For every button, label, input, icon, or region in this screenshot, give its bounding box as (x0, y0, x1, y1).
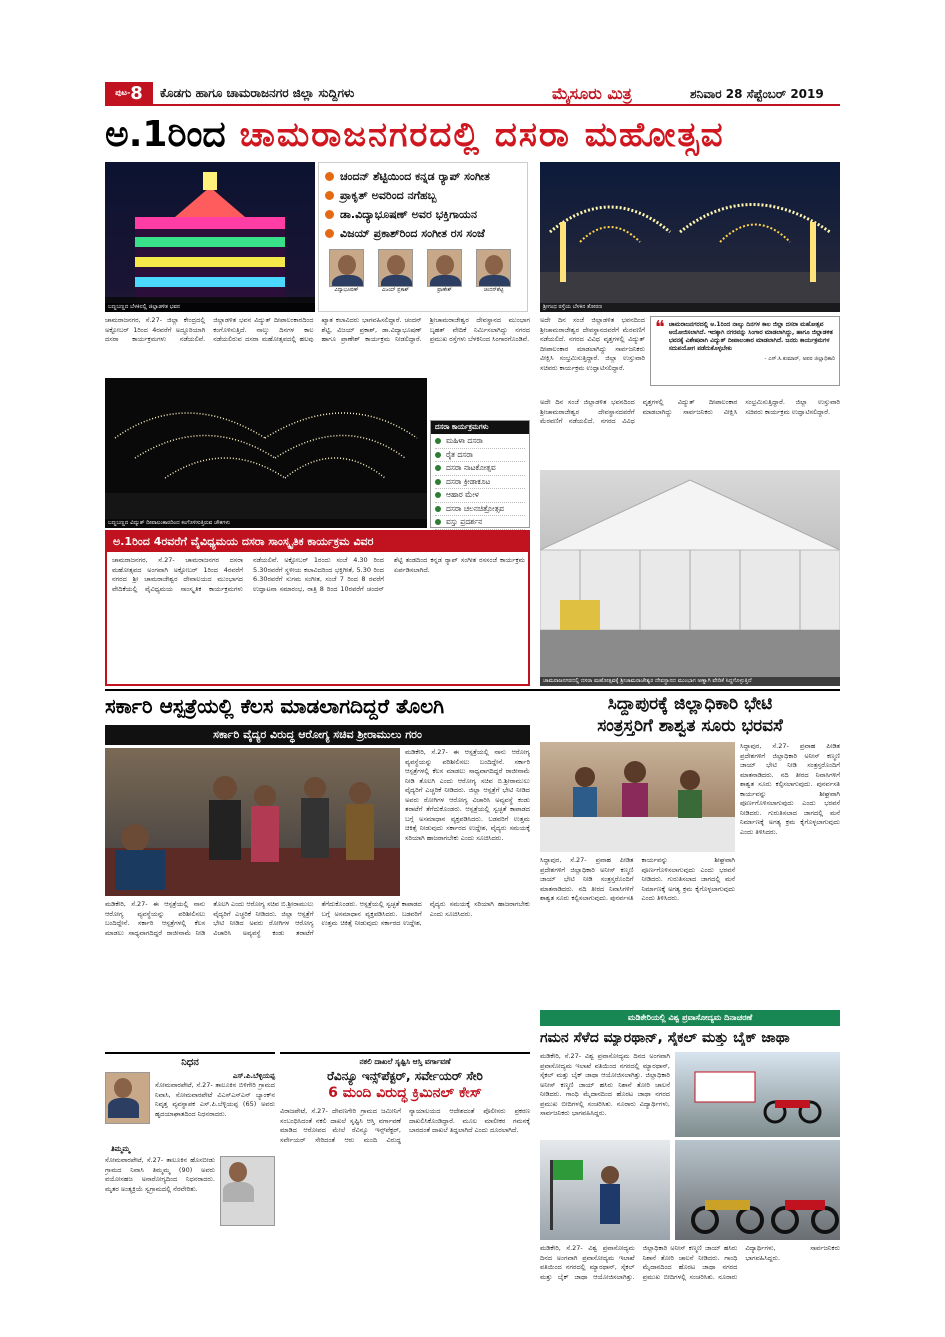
obituary-text: ಸೋಮವಾರಪೇಟೆ, ಸೆ.27- ತಾಲೂಕಿನ ಬಿಳಿಗೇರಿ ಗ್ರಾಮದ ನಿವಾಸಿ, ಸೋಮವಾರಪೇಟೆ ವಿಎಸ್‌ಎಸ್‌ಎನ್ ಬ್ಯಾಂಕ್‌ನ ನಿವೃತ್ತ ವ್ಯವಸ್ಥಾಪಕ ಎಸ್.ಪಿ.ಬೆಳ್ಳಿಯಪ್ಪ (65) ಅವರು ಹೃದಯಾಘಾತದಿಂದ ನಿಧನರಾದರು. (155, 1081, 275, 1118)
tourism-article-bottom: ಮಡಿಕೇರಿ, ಸೆ.27- ವಿಶ್ವ ಪ್ರವಾಸೋದ್ಯಮ ದಿನದ ಅಂಗವಾಗಿ ಪ್ರವಾಸೋದ್ಯಮ ಇಲಾಖೆ ವತಿಯಿಂದ ನಗರದಲ್ಲಿ ಮ್ಯಾರಥಾನ್, ಸೈಕಲ್ ಮತ್ತು ಬೈಕ್ ಜಾಥಾ ಆಯೋಜಿಸಲಾಗಿತ್ತು. ಜಿಲ್ಲಾಧಿಕಾರಿ ಅನೀಸ್ ಕಣ್ಮಣಿ ಜಾಯ್ ಹಸಿರು ನಿಶಾನೆ ತೋರಿ ಚಾಲನೆ ನೀಡಿದರು. ಗಾಂಧಿ ಮೈದಾನದಿಂದ ಹೊರಟ ಜಾಥಾ ನಗರದ ಪ್ರಮುಖ ಬೀದಿಗಳಲ್ಲಿ ಸಂಚರಿಸಿತು. ನೂರಾರು ವಿದ್ಯಾರ್ಥಿಗಳು, ಸಾರ್ವಜನಿಕರು ಭಾಗವಹಿಸಿದ್ದರು. (540, 1244, 840, 1281)
programs-box (430, 420, 530, 528)
obituary-text: ಸೋಮವಾರಪೇಟೆ, ಸೆ.27- ತಾಲೂಕಿನ ಹೊಸಬೀಡು ಗ್ರಾಮದ ನಿವಾಸಿ ತಿಮ್ಮಮ್ಮ (90) ಅವರು ವಯೋಸಹಜ ಅನಾರೋಗ್ಯದಿಂದ ನಿಧನರಾದರು. ಮೃತರ ಅಂತ್ಯಕ್ರಿಯೆ ಸ್ವಗ್ರಾಮದಲ್ಲಿ ನೆರವೇರಿತು. (105, 1156, 215, 1193)
hospital-article-side: ಮಡಿಕೇರಿ, ಸೆ.27- ಈ ಆಸ್ಪತ್ರೆಯಲ್ಲಿ ನಾನು ಆರೋಗ್ಯ ವ್ಯವಸ್ಥೆಯನ್ನು ಪರಿಶೀಲಿಸಲು ಬಂದಿದ್ದೇನೆ. ಸರ್ಕಾರಿ ಆಸ್ಪತ್ರೆಗಳಲ್ಲಿ ಕೆಲಸ ಮಾಡಲು ಸಾಧ್ಯವಾಗದಿದ್ದರೆ ರಾಜೀನಾಮೆ ನೀಡಿ ತೊಲಗಿ ಎಂದು ಆರೋಗ್ಯ ಸಚಿವ ಬಿ.ಶ್ರೀರಾಮುಲು ವೈದ್ಯರಿಗೆ ಎಚ್ಚರಿಕೆ ನೀಡಿದರು. ಜಿಲ್ಲಾ ಆಸ್ಪತ್ರೆಗೆ ಭೇಟಿ ನೀಡಿದ ಅವರು ರೋಗಿಗಳ ಆರೋಗ್ಯ ವಿಚಾರಿಸಿ ಅವ್ಯವಸ್ಥೆ ಕಂಡು ತರಾಟೆಗೆ ತೆಗೆದುಕೊಂಡರು. ಆಸ್ಪತ್ರೆಯಲ್ಲಿ ಸ್ವಚ್ಛತೆ ಕಾಪಾಡದ ಬಗ್ಗೆ ಅಸಮಾಧಾನ ವ್ಯಕ್ತಪಡಿಸಿದರು. ಬಡವರಿಗೆ ಉತ್ತಮ ಚಿಕಿತ್ಸೆ ನೀಡುವುದು ಸರ್ಕಾರದ ಉದ್ದೇಶ, ವೈದ್ಯರು ಸಮಯಕ್ಕೆ ಸರಿಯಾಗಿ ಹಾಜರಾಗಬೇಕು ಎಂದು ಸೂಚಿಸಿದರು. (405, 748, 530, 842)
photo-flag-off (540, 1140, 670, 1240)
photo-caption: ಚಾಮರಾಜನಗರದಲ್ಲಿ ದಸರಾ ಮಹೋತ್ಸವಕ್ಕೆ ಶ್ರೀಚಾಮರಾಜೇಶ್ವರ ದೇವಸ್ಥಾನದ ಮುಂಭಾಗ ಅಣ್ಣಾಗಿ ವೇದಿಕೆ ಸಿದ್ಧಗೊಳ್ಳುತ್ತಿದೆ (540, 677, 840, 686)
siddapura-headline-2: ಸಂತ್ರಸ್ತರಿಗೆ ಶಾಶ್ವತ ಸೂರು ಭರವಸೆ (597, 716, 783, 736)
photo-street-arches (540, 162, 840, 312)
highlights-box (318, 162, 528, 312)
section-title: ಕೊಡಗು ಹಾಗೂ ಚಾಮರಾಜನಗರ ಜಿಲ್ಲಾ ಸುದ್ದಿಗಳು (160, 86, 355, 100)
tourism-article: ಮಡಿಕೇರಿ, ಸೆ.27- ವಿಶ್ವ ಪ್ರವಾಸೋದ್ಯಮ ದಿನದ ಅಂಗವಾಗಿ ಪ್ರವಾಸೋದ್ಯಮ ಇಲಾಖೆ ವತಿಯಿಂದ ನಗರದಲ್ಲಿ ಮ್ಯಾರಥಾನ್, ಸೈಕಲ್ ಮತ್ತು ಬೈಕ್ ಜಾಥಾ ಆಯೋಜಿಸಲಾಗಿತ್ತು. ಜಿಲ್ಲಾಧಿಕಾರಿ ಅನೀಸ್ ಕಣ್ಮಣಿ ಜಾಯ್ ಹಸಿರು ನಿಶಾನೆ ತೋರಿ ಚಾಲನೆ ನೀಡಿದರು. ಗಾಂಧಿ ಮೈದಾನದಿಂದ ಹೊರಟ ಜಾಥಾ ನಗರದ ಪ್ರಮುಖ ಬೀದಿಗಳಲ್ಲಿ ಸಂಚರಿಸಿತು. ನೂರಾರು ವಿದ್ಯಾರ್ಥಿಗಳು, ಸಾರ್ವಜನಿಕರು ಭಾಗವಹಿಸಿದ್ದರು. (540, 1052, 670, 1117)
official-quote (650, 316, 840, 386)
building-lights-illustration (105, 162, 315, 312)
photo-bikes (675, 1140, 840, 1240)
flag-illustration (540, 1140, 670, 1240)
article-dasara-right: ಅದೇ ದಿನ ಸಂಜೆ ಜಿಲ್ಲಾಡಳಿತ ಭವನದಿಂದ ಶ್ರೀಚಾಮರಾಜೇಶ್ವರ ದೇವಸ್ಥಾನದವರೆಗೆ ಮೆರವಣಿಗೆ ನಡೆಯಲಿದೆ. ನಗರದ ವಿವಿಧ ವೃತ್ತಗಳಲ್ಲಿ ವಿದ್ಯುತ್ ದೀಪಾಲಂಕಾರ ಮಾಡಲಾಗಿದ್ದು ಸಾರ್ವಜನಿಕರು ವೀಕ್ಷಿಸಿ ಸಂಭ್ರಮಿಸುತ್ತಿದ್ದಾರೆ. ಜಿಲ್ಲಾ ಉಸ್ತುವಾರಿ ಸಚಿವರು ಕಾರ್ಯಕ್ರಮ ಉದ್ಘಾಟಿಸಲಿದ್ದಾರೆ. (540, 316, 645, 372)
photo-caption: ಶ್ರೀಗಂಧ ರಸ್ತೆಯ ಬೆಳಕಿನ ತೋರಣ (540, 303, 840, 312)
programs-list (431, 434, 529, 531)
artist-photos (325, 249, 521, 293)
case-headline-2: 6 ಮಂದಿ ವಿರುದ್ಧ ಕ್ರಿಮಿನಲ್ ಕೇಸ್ (328, 1085, 482, 1101)
program-item: ವಸ್ತು ಪ್ರದರ್ಶನ (435, 516, 525, 530)
main-headline (105, 112, 840, 158)
tourism-kicker: ಮಡಿಕೇರಿಯಲ್ಲಿ ವಿಶ್ವ ಪ್ರವಾಸೋದ್ಯಮ ದಿನಾಚರಣೆ (540, 1010, 840, 1026)
obituary-photo (105, 1072, 150, 1124)
photo-minister-visit (105, 748, 400, 896)
photo-caption: ಬಣ್ಣಬಣ್ಣದ ವಿದ್ಯುತ್ ದೀಪಾಲಂಕಾರದಿಂದ ಕಂಗೊಳಿಸುತ್ತಿರುವ ಚೌಕಗಳು (105, 519, 427, 528)
photo-stage-construction (540, 470, 840, 686)
artist-photo: ಚಂದನ್‌ಶೆಟ್ಟಿ (476, 249, 511, 293)
hospital-subhead: ಸರ್ಕಾರಿ ವೈದ್ಯರ ವಿರುದ್ಧ ಆರೋಗ್ಯ ಸಚಿವ ಶ್ರೀರಾಮುಲು ಗರಂ (105, 725, 530, 745)
photo-night-illumination (105, 378, 427, 528)
street-lights-illustration (540, 162, 840, 312)
highlight-item: ವಿಜಯ್ ಪ್ರಕಾಶ್‌ರಿಂದ ಸಂಗೀತ ರಸ ಸಂಜೆ (325, 224, 521, 243)
stage-tent-illustration (540, 470, 840, 686)
dasara-schedule-article: ಚಾಮರಾಜನಗರ, ಸೆ.27- ಚಾಮರಾಜನಗರ ದಸರಾ ಮಹೋತ್ಸವದ ಅಂಗವಾಗಿ ಅಕ್ಟೋಬರ್ 1ರಿಂದ 4ರವರೆಗೆ ನಗರದ ಶ್ರೀ ಚಾಮರಾಜೇಶ್ವರ ದೇವಾಲಯದ ಮುಂಭಾಗದ ವೇದಿಕೆಯಲ್ಲಿ ವೈವಿಧ್ಯಮಯ ಸಾಂಸ್ಕೃತಿಕ ಕಾರ್ಯಕ್ರಮಗಳು ನಡೆಯಲಿವೆ. ಅಕ್ಟೋಬರ್ 1ರಂದು ಸಂಜೆ 4.30 ರಿಂದ 5.30ರವರೆಗೆ ಸ್ಥಳೀಯ ಕಲಾವಿದರಿಂದ ಭಕ್ತಿಗೀತೆ, 5.30 ರಿಂದ 6.30ರವರೆಗೆ ಸುಗಮ ಸಂಗೀತ, ಸಂಜೆ 7 ರಿಂದ 8 ರವರೆಗೆ ಉದ್ಘಾಟನಾ ಸಮಾರಂಭ, ರಾತ್ರಿ 8 ರಿಂದ 10ರವರೆಗೆ ಚಂದನ್ ಶೆಟ್ಟಿ ತಂಡದಿಂದ ಕನ್ನಡ ರ್‍ಯಾಪ್ ಸಂಗೀತ ರಸಸಂಜೆ ಕಾರ್ಯಕ್ರಮ ಏರ್ಪಡಿಸಲಾಗಿದೆ. (112, 556, 525, 593)
case-story (280, 1052, 530, 1302)
page-number: 8 (130, 82, 143, 104)
siddapura-article: ಸಿದ್ದಾಪುರ, ಸೆ.27- ಪ್ರವಾಹ ಪೀಡಿತ ಪ್ರದೇಶಗಳಿಗೆ ಜಿಲ್ಲಾಧಿಕಾರಿ ಅನೀಸ್ ಕಣ್ಮಣಿ ಜಾಯ್ ಭೇಟಿ ನೀಡಿ ಸಂತ್ರಸ್ತರೊಂದಿಗೆ ಮಾತನಾಡಿದರು. ನದಿ ತೀರದ ನಿವಾಸಿಗಳಿಗೆ ಶಾಶ್ವತ ಸೂರು ಕಲ್ಪಿಸಲಾಗುವುದು. ಪುನರ್ವಸತಿ ಕಾರ್ಯವನ್ನು ಶೀಘ್ರವಾಗಿ ಪೂರ್ಣಗೊಳಿಸಲಾಗುವುದು ಎಂದು ಭರವಸೆ ನೀಡಿದರು. ಗುರುತಿಸಲಾದ ಜಾಗದಲ್ಲಿ ಮನೆ ನಿರ್ಮಾಣಕ್ಕೆ ಅಗತ್ಯ ಕ್ರಮ ಕೈಗೊಳ್ಳಲಾಗುವುದು ಎಂದು ತಿಳಿಸಿದರು. (540, 856, 735, 902)
obituary-name: ಎಸ್.ಪಿ.ಬೆಳ್ಳಿಯಪ್ಪ (232, 1072, 275, 1080)
case-kicker: ನಕಲಿ ದಾಖಲೆ ಸೃಷ್ಟಿಸಿ ಆಸ್ತಿ ವರ್ಗಾವಣೆ (359, 1057, 451, 1066)
obituary-box (105, 1052, 275, 1302)
highlight-list (325, 167, 521, 243)
article-dasara-intro: ಚಾಮರಾಜನಗರ, ಸೆ.27- ಜಿಲ್ಲಾ ಕೇಂದ್ರದಲ್ಲಿ ಅಕ್ಟೋಬರ್ 1ರಿಂದ 4ರವರೆಗೆ ಅದ್ದೂರಿಯಾಗಿ ದಸರಾ ಕಾರ್ಯಕ್ರಮಗಳು ನಡೆಯಲಿವೆ. ಜಿಲ್ಲಾಡಳಿತ ಭವನ ವಿದ್ಯುತ್ ದೀಪಾಲಂಕಾರದಿಂದ ಕಂಗೊಳಿಸುತ್ತಿದೆ. ನಾಲ್ಕು ದಿನಗಳ ಕಾಲ ನಡೆಯಲಿರುವ ದಸರಾ ಮಹೋತ್ಸವದಲ್ಲಿ ಹಲವು ಖ್ಯಾತ ಕಲಾವಿದರು ಭಾಗವಹಿಸಲಿದ್ದಾರೆ. ಚಂದನ್ ಶೆಟ್ಟಿ, ವಿಜಯ್ ಪ್ರಕಾಶ್, ಡಾ.ವಿದ್ಯಾಭೂಷಣ್ ಹಾಗೂ ಪ್ರಾಣೇಶ್ ಕಾರ್ಯಕ್ರಮ ನೀಡಲಿದ್ದಾರೆ. ಶ್ರೀಚಾಮರಾಜೇಶ್ವರ ದೇವಸ್ಥಾನದ ಮುಂಭಾಗ ಬೃಹತ್ ವೇದಿಕೆ ನಿರ್ಮಿಸಲಾಗಿದ್ದು ನಗರದ ಪ್ರಮುಖ ರಸ್ತೆಗಳು ಬೆಳಕಿನಿಂದ ಸಿಂಗಾರಗೊಂಡಿವೆ. (105, 316, 530, 343)
photo-tourism-rally (675, 1052, 840, 1137)
tourism-headline: ಗಮನ ಸೆಳೆದ ಮ್ಯಾರಥಾನ್, ಸೈಕಲ್ ಮತ್ತು ಬೈಕ್ ಜಾಥಾ (540, 1030, 790, 1046)
obituary-title: ನಿಧನ (181, 1057, 199, 1068)
photo-caption: ಬಣ್ಣಬಣ್ಣದ ಬೆಳಕಿನಲ್ಲಿ ಜಿಲ್ಲಾಡಳಿತ ಭವನ (105, 303, 315, 312)
photo-illuminated-building (105, 162, 315, 312)
hospital-article: ಮಡಿಕೇರಿ, ಸೆ.27- ಈ ಆಸ್ಪತ್ರೆಯಲ್ಲಿ ನಾನು ಆರೋಗ್ಯ ವ್ಯವಸ್ಥೆಯನ್ನು ಪರಿಶೀಲಿಸಲು ಬಂದಿದ್ದೇನೆ. ಸರ್ಕಾರಿ ಆಸ್ಪತ್ರೆಗಳಲ್ಲಿ ಕೆಲಸ ಮಾಡಲು ಸಾಧ್ಯವಾಗದಿದ್ದರೆ ರಾಜೀನಾಮೆ ನೀಡಿ ತೊಲಗಿ ಎಂದು ಆರೋಗ್ಯ ಸಚಿವ ಬಿ.ಶ್ರೀರಾಮುಲು ವೈದ್ಯರಿಗೆ ಎಚ್ಚರಿಕೆ ನೀಡಿದರು. ಜಿಲ್ಲಾ ಆಸ್ಪತ್ರೆಗೆ ಭೇಟಿ ನೀಡಿದ ಅವರು ರೋಗಿಗಳ ಆರೋಗ್ಯ ವಿಚಾರಿಸಿ ಅವ್ಯವಸ್ಥೆ ಕಂಡು ತರಾಟೆಗೆ ತೆಗೆದುಕೊಂಡರು. ಆಸ್ಪತ್ರೆಯಲ್ಲಿ ಸ್ವಚ್ಛತೆ ಕಾಪಾಡದ ಬಗ್ಗೆ ಅಸಮಾಧಾನ ವ್ಯಕ್ತಪಡಿಸಿದರು. ಬಡವರಿಗೆ ಉತ್ತಮ ಚಿಕಿತ್ಸೆ ನೀಡುವುದು ಸರ್ಕಾರದ ಉದ್ದೇಶ, ವೈದ್ಯರು ಸಮಯಕ್ಕೆ ಸರಿಯಾಗಿ ಹಾಜರಾಗಬೇಕು ಎಂದು ಸೂಚಿಸಿದರು. (105, 900, 530, 937)
night-lights-illustration (105, 378, 427, 528)
siddapura-headline-1: ಸಿದ್ದಾಪುರಕ್ಕೆ ಜಿಲ್ಲಾಧಿಕಾರಿ ಭೇಟಿ (607, 694, 773, 714)
program-item: ದಸರಾ ಚಲನಚಿತ್ರೋತ್ಸವ (435, 503, 525, 517)
page-number-badge (105, 82, 153, 104)
highlight-item: ಪ್ರಾಕೃತ್ ಅವರಿಂದ ನಗೆಹಬ್ಬ (325, 186, 521, 205)
bikes-illustration (675, 1140, 840, 1240)
dasara-schedule-title: ಅ.1ರಿಂದ 4ರವರೆಗೆ ವೈವಿಧ್ಯಮಯ ದಸರಾ ಸಾಂಸ್ಕೃತಿಕ ಕಾರ್ಯಕ್ರಮ ವಿವರ (107, 532, 528, 552)
case-article: ವಿರಾಜಪೇಟೆ, ಸೆ.27- ದೇವಣಗೇರಿ ಗ್ರಾಮದ ಜಮೀನಿಗೆ ಸಂಬಂಧಿಸಿದಂತೆ ನಕಲಿ ದಾಖಲೆ ಸೃಷ್ಟಿಸಿ ಆಸ್ತಿ ವರ್ಗಾವಣೆ ಮಾಡಿದ ಆರೋಪದ ಮೇಲೆ ರೆವಿನ್ಯೂ ಇನ್ಸ್‌ಪೆಕ್ಟರ್, ಸರ್ವೇಯರ್ ಸೇರಿದಂತೆ ಆರು ಮಂದಿ ವಿರುದ್ಧ ನ್ಯಾಯಾಲಯದ ಆದೇಶದಂತೆ ಪೊಲೀಸರು ಪ್ರಕರಣ ದಾಖಲಿಸಿಕೊಂಡಿದ್ದಾರೆ. ಮೂಲ ಮಾಲೀಕರ ಗಮನಕ್ಕೆ ಬಾರದಂತೆ ದಾಖಲೆ ತಿದ್ದಲಾಗಿದೆ ಎಂದು ದೂರಲಾಗಿದೆ. (280, 1107, 530, 1144)
programs-title: ದಸರಾ ಕಾರ್ಯಕ್ರಮಗಳು (431, 421, 529, 434)
obituary-name: ತಿಮ್ಮಮ್ಮ (111, 1145, 130, 1153)
section-divider (105, 689, 840, 691)
artist-photo: ವಿದ್ಯಾಭೂಷಣ್ (329, 249, 364, 293)
article-dasara-continued: ಅದೇ ದಿನ ಸಂಜೆ ಜಿಲ್ಲಾಡಳಿತ ಭವನದಿಂದ ಶ್ರೀಚಾಮರಾಜೇಶ್ವರ ದೇವಸ್ಥಾನದವರೆಗೆ ಮೆರವಣಿಗೆ ನಡೆಯಲಿದೆ. ನಗರದ ವಿವಿಧ ವೃತ್ತಗಳಲ್ಲಿ ವಿದ್ಯುತ್ ದೀಪಾಲಂಕಾರ ಮಾಡಲಾಗಿದ್ದು ಸಾರ್ವಜನಿಕರು ವೀಕ್ಷಿಸಿ ಸಂಭ್ರಮಿಸುತ್ತಿದ್ದಾರೆ. ಜಿಲ್ಲಾ ಉಸ್ತುವಾರಿ ಸಚಿವರು ಕಾರ್ಯಕ್ರಮ ಉದ್ಘಾಟಿಸಲಿದ್ದಾರೆ. (540, 398, 840, 425)
issue-date: ಶನಿವಾರ 28 ಸೆಪ್ಟೆಂಬರ್ 2019 (690, 87, 824, 101)
newspaper-logo: ಮೈಸೂರು ಮಿತ್ರ (552, 84, 632, 103)
case-headline-1: ರೆವಿನ್ಯೂ ಇನ್ಸ್‌ಪೆಕ್ಟರ್, ಸರ್ವೇಯರ್ ಸೇರಿ (327, 1069, 483, 1083)
program-item: ರೈತ ದಸರಾ (435, 449, 525, 463)
program-item: ದಸರಾ ನಾಟಕೋತ್ಸವ (435, 462, 525, 476)
obituary-photo (220, 1156, 275, 1226)
highlight-item: ಚಂದನ್ ಶೆಟ್ಟಿಯಿಂದ ಕನ್ನಡ ರ್‍ಯಾಪ್ ಸಂಗೀತ (325, 167, 521, 186)
meeting-illustration (540, 742, 735, 852)
rally-illustration (675, 1052, 840, 1137)
program-item: ಆಹಾರ ಮೇಳ (435, 489, 525, 503)
program-item: ದಸರಾ ಕ್ರೀಡಾಕೂಟ (435, 476, 525, 490)
quote-icon: ❝ (655, 317, 665, 338)
siddapura-article-side: ಸಿದ್ದಾಪುರ, ಸೆ.27- ಪ್ರವಾಹ ಪೀಡಿತ ಪ್ರದೇಶಗಳಿಗೆ ಜಿಲ್ಲಾಧಿಕಾರಿ ಅನೀಸ್ ಕಣ್ಮಣಿ ಜಾಯ್ ಭೇಟಿ ನೀಡಿ ಸಂತ್ರಸ್ತರೊಂದಿಗೆ ಮಾತನಾಡಿದರು. ನದಿ ತೀರದ ನಿವಾಸಿಗಳಿಗೆ ಶಾಶ್ವತ ಸೂರು ಕಲ್ಪಿಸಲಾಗುವುದು. ಪುನರ್ವಸತಿ ಕಾರ್ಯವನ್ನು ಶೀಘ್ರವಾಗಿ ಪೂರ್ಣಗೊಳಿಸಲಾಗುವುದು ಎಂದು ಭರವಸೆ ನೀಡಿದರು. ಗುರುತಿಸಲಾದ ಜಾಗದಲ್ಲಿ ಮನೆ ನಿರ್ಮಾಣಕ್ಕೆ ಅಗತ್ಯ ಕ್ರಮ ಕೈಗೊಳ್ಳಲಾಗುವುದು ಎಂದು ತಿಳಿಸಿದರು. (740, 742, 840, 836)
headline-prefix: ಅ.1ರಿಂದ (105, 114, 226, 155)
artist-photo: ಪ್ರಾಣೇಶ್ (427, 249, 462, 293)
quote-text: ಚಾಮರಾಜನಗರದಲ್ಲಿ ಅ.1ರಿಂದ ನಾಲ್ಕು ದಿನಗಳ ಕಾಲ ಜಿಲ್ಲಾ ದಸರಾ ಮಹೋತ್ಸವ ಆಯೋಜಿಸಲಾಗಿದೆ. ಇದಕ್ಕಾಗಿ ನಗರವನ್ನು ಸಿಂಗಾರ ಮಾಡಲಾಗಿದ್ದು, ಹಾಗೂ ಜಿಲ್ಲಾಡಳಿತ ಭವನಕ್ಕೆ ವಿಶೇಷವಾಗಿ ವಿದ್ಯುತ್ ದೀಪಾಲಂಕಾರ ಮಾಡಲಾಗಿದೆ. ಜನರು ಕಾರ್ಯಕ್ರಮಗಳ ಸದುಪಯೋಗ ಪಡೆದುಕೊಳ್ಳಬೇಕು (668, 321, 833, 352)
hospital-headline: ಸರ್ಕಾರಿ ಆಸ್ಪತ್ರೆಯಲ್ಲಿ ಕೆಲಸ ಮಾಡಲಾಗದಿದ್ದರೆ ತೊಲಗಿ (105, 694, 445, 718)
headline-text: ಚಾಮರಾಜನಗರದಲ್ಲಿ ದಸರಾ ಮಹೋತ್ಸವ (239, 115, 725, 155)
quote-author: - ಎಸ್.ಸಿ.ಕುಮಾರ್, ಅಪರ ಜಿಲ್ಲಾಧಿಕಾರಿ (764, 356, 835, 362)
hospital-visit-illustration (105, 748, 400, 896)
page-label: ಪುಟ- (115, 88, 131, 97)
photo-dc-meeting (540, 742, 735, 852)
program-item: ಮಹಿಳಾ ದಸರಾ (435, 435, 525, 449)
artist-photo: ವಿಜಯ್ ಪ್ರಕಾಶ್ (378, 249, 413, 293)
highlight-item: ಡಾ.ವಿದ್ಯಾಭೂಷಣ್ ಅವರ ಭಕ್ತಿಗಾಯನ (325, 205, 521, 224)
